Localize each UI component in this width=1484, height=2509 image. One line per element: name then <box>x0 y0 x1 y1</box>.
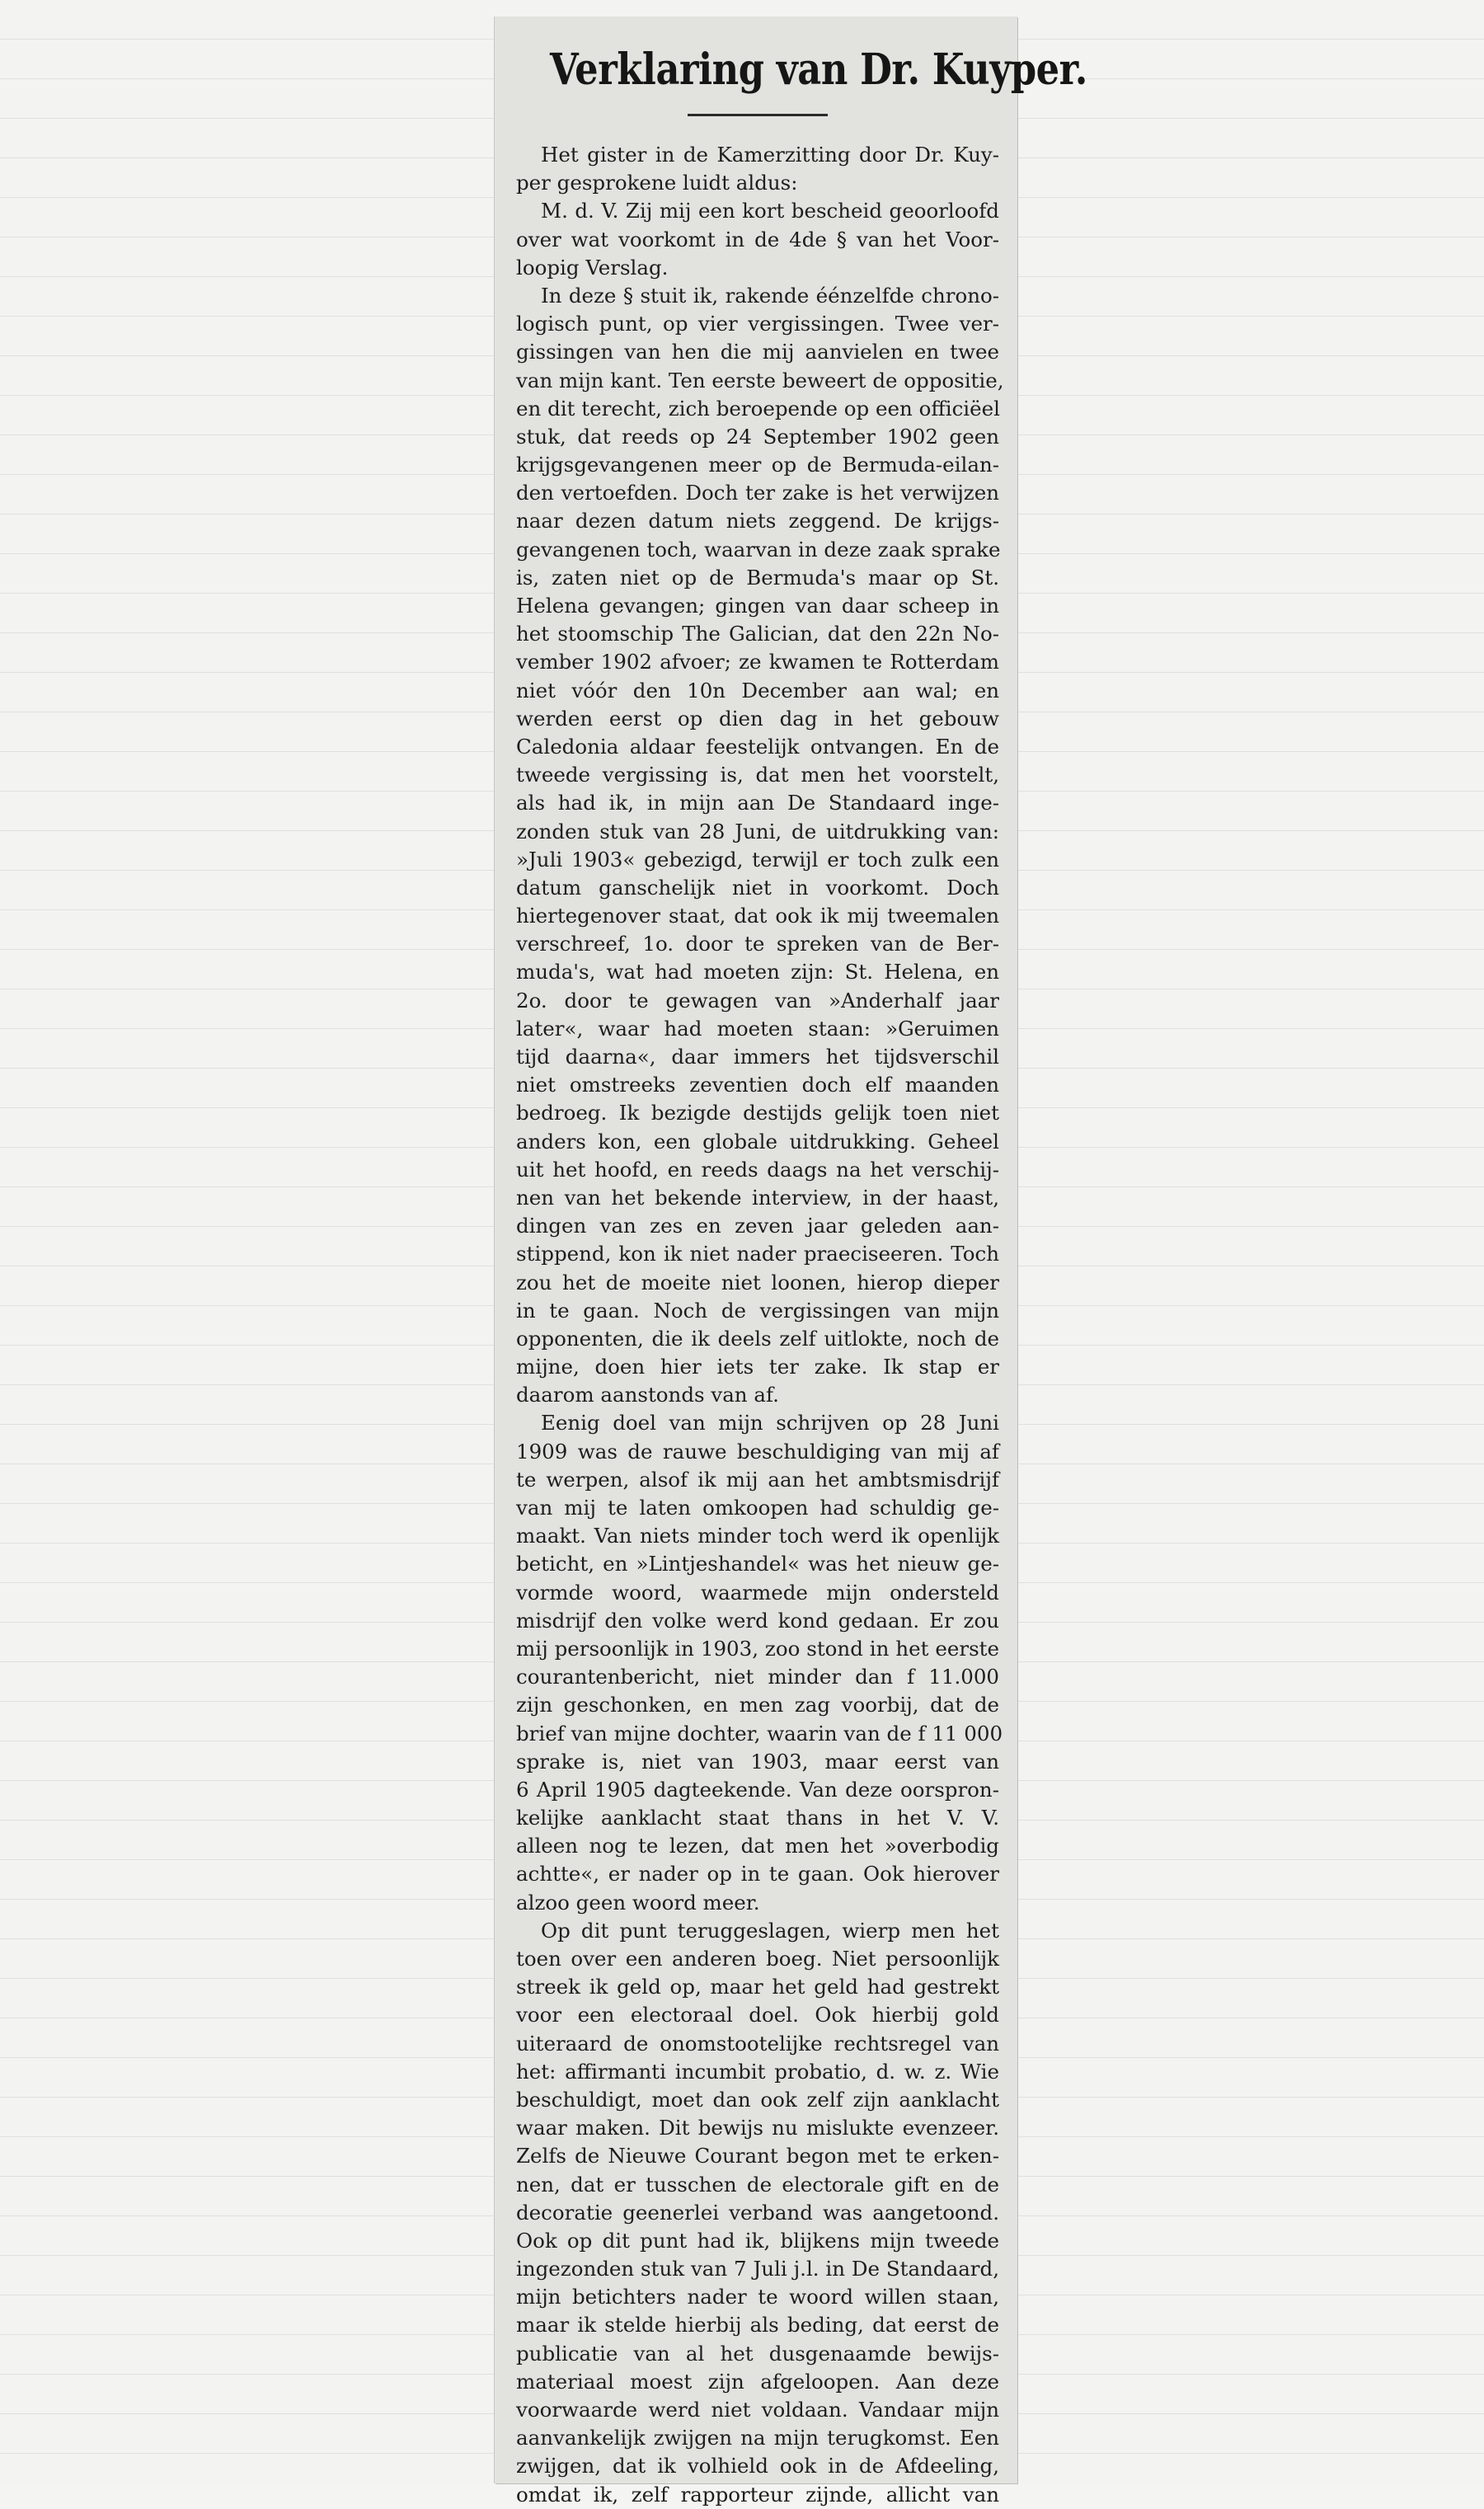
article-headline: Verklaring van Dr. Kuyper. <box>550 45 1087 95</box>
article-line: Helena gevangen; gingen van daar scheep in <box>516 594 999 618</box>
article-line: en dit terecht, zich beroepende op een officiëel <box>516 396 1000 421</box>
article-line: gissingen van hen die mij aanvielen en twee <box>516 340 999 364</box>
article-line: alleen nog te lezen, dat men het »overbodig <box>516 1834 999 1858</box>
article-line: niet vóór den 10n December aan wal; en <box>516 678 999 702</box>
article-line: voor een electoraal doel. Ook hierbij gold <box>516 2003 999 2027</box>
article-line: nen van het bekende interview, in der haast, <box>516 1185 999 1210</box>
article-line: Caledonia aldaar feestelijk ontvangen. En de <box>516 734 999 759</box>
article-line: Het gister in de Kamerzitting door Dr. Kuy- <box>541 143 999 167</box>
article-line: verschreef, 1o. door te spreken van de Ber- <box>516 932 999 956</box>
article-line: achtte«, er nader op in te gaan. Ook hierover <box>516 1862 999 1886</box>
article-line: vormde woord, waarmede mijn ondersteld <box>516 1580 999 1605</box>
article-line: courantenbericht, niet minder dan f 11.000 <box>516 1665 999 1689</box>
article-line: M. d. V. Zij mij een kort bescheid geoorloofd <box>541 199 999 223</box>
article-line: waar maken. Dit bewijs nu mislukte evenzeer. <box>516 2116 999 2140</box>
article-line: uiteraard de onomstootelijke rechtsregel van <box>516 2031 999 2056</box>
article-line: beschuldigt, moet dan ook zelf zijn aanklacht <box>516 2087 999 2112</box>
article-line: hiertegenover staat, dat ook ik mij tweemalen <box>516 904 999 928</box>
article-line: sprake is, niet van 1903, maar eerst van <box>516 1749 999 1774</box>
article-line: stuk, dat reeds op 24 September 1902 geen <box>516 424 999 449</box>
article-line: In deze § stuit ik, rakende éénzelfde chrono- <box>541 283 999 308</box>
article-line: stippend, kon ik niet nader praeciseeren. Toch <box>516 1242 999 1266</box>
article-line: logisch punt, op vier vergissingen. Twee ver- <box>516 312 999 336</box>
article-line: later«, waar had moeten staan: »Geruimen <box>516 1016 999 1041</box>
article-line: als had ik, in mijn aan De Standaard inge- <box>516 791 999 815</box>
article-line: Zelfs de Nieuwe Courant begon met te erken- <box>516 2144 999 2168</box>
article-line: per gesprokene luidt aldus: <box>516 171 798 195</box>
article-line: krijgsgevangenen meer op de Bermuda-eilan- <box>516 453 999 477</box>
article-line: brief van mijne dochter, waarin van de f 11 000 <box>516 1721 1003 1745</box>
article-line: van mij te laten omkoopen had schuldig ge- <box>516 1496 999 1520</box>
article-line: loopig Verslag. <box>516 255 669 280</box>
article-line: ingezonden stuk van 7 Juli j.l. in De Standaard, <box>516 2257 999 2281</box>
article-line: zwijgen, dat ik volhield ook in de Afdeeling, <box>516 2454 999 2478</box>
headline-rule <box>688 114 828 116</box>
article-line: niet omstreeks zeventien doch elf maanden <box>516 1073 999 1097</box>
article-line: Ook op dit punt had ik, blijkens mijn tweede <box>516 2228 999 2253</box>
article-line: maakt. Van niets minder toch werd ik openlijk <box>516 1524 999 1548</box>
article-line: naar dezen datum niets zeggend. De krijgs- <box>516 509 999 533</box>
article-line: over wat voorkomt in de 4de § van het Voor- <box>516 227 999 251</box>
article-line: het stoomschip The Galician, dat den 22n No- <box>516 622 999 646</box>
newspaper-clipping <box>495 16 1087 2507</box>
article-line: 2o. door te gewagen van »Anderhalf jaar <box>516 988 999 1013</box>
article-line: zijn geschonken, en men zag voorbij, dat de <box>516 1693 999 1717</box>
article-line: dingen van zes en zeven jaar geleden aan- <box>516 1214 999 1238</box>
article-line: datum ganschelijk niet in voorkomt. Doch <box>516 875 999 900</box>
article-line: vember 1902 afvoer; ze kwamen te Rotterdam <box>516 650 999 674</box>
article-line: materiaal moest zijn afgeloopen. Aan deze <box>516 2369 999 2394</box>
article-line: tweede vergissing is, dat men het voorstelt, <box>516 763 999 787</box>
article-line: werden eerst op dien dag in het gebouw <box>516 706 999 731</box>
article-line: bedroeg. Ik bezigde destijds gelijk toen niet <box>516 1101 999 1125</box>
article-line: 1909 was de rauwe beschuldiging van mij af <box>516 1439 999 1464</box>
article-line: »Juli 1903« gebezigd, terwijl er toch zulk een <box>516 847 999 872</box>
article-line: maar ik stelde hierbij als beding, dat eerst de <box>516 2313 999 2338</box>
article-line: publicatie van al het dusgenaamde bewijs- <box>516 2341 999 2366</box>
article-line: tijd daarna«, daar immers het tijdsverschil <box>516 1045 999 1069</box>
article-line: voorwaarde werd niet voldaan. Vandaar mijn <box>516 2398 999 2422</box>
article-line: mijne, doen hier iets ter zake. Ik stap er <box>516 1355 999 1379</box>
article-line: mijn betichters nader te woord willen staan, <box>516 2285 999 2309</box>
article-line: Eenig doel van mijn schrijven op 28 Juni <box>541 1411 999 1435</box>
article-line: daarom aanstonds van af. <box>516 1383 779 1407</box>
article-line: den vertoefden. Doch ter zake is het verwijzen <box>516 481 999 505</box>
article-line: decoratie geenerlei verband was aangetoond. <box>516 2200 999 2225</box>
article-line: anders kon, een globale uitdrukking. Geheel <box>516 1129 999 1153</box>
article-line: zou het de moeite niet loonen, hierop dieper <box>516 1270 999 1294</box>
article-line: van mijn kant. Ten eerste beweert de oppositie, <box>516 368 1004 392</box>
article-line: aanvankelijk zwijgen na mijn terugkomst. Een <box>516 2426 999 2450</box>
article-line: toen over een anderen boeg. Niet persoonlijk <box>516 1947 999 1971</box>
article-line: alzoo geen woord meer. <box>516 1890 760 1915</box>
article-line: is, zaten niet op de Bermuda's maar op St. <box>516 565 999 590</box>
article-line: mij persoonlijk in 1903, zoo stond in het eerste <box>516 1636 999 1661</box>
article-line: nen, dat er tusschen de electorale gift en de <box>516 2172 999 2197</box>
article-body <box>516 141 1004 2509</box>
article-line: gevangenen toch, waarvan in deze zaak sprake <box>516 537 1001 561</box>
article-line: 6 April 1905 dagteekende. Van deze oorspron- <box>516 1777 999 1802</box>
article-line: opponenten, die ik deels zelf uitlokte, noch de <box>516 1326 999 1351</box>
article-line: streek ik geld op, maar het geld had gestrekt <box>516 1975 999 1999</box>
article-line: kelijke aanklacht staat thans in het V. V. <box>516 1806 999 1830</box>
article-line: muda's, wat had moeten zijn: St. Helena, en <box>516 960 999 984</box>
article-line: in te gaan. Noch de vergissingen van mijn <box>516 1298 999 1323</box>
article-line: te werpen, alsof ik mij aan het ambtsmisdrijf <box>516 1467 999 1492</box>
article-line: beticht, en »Lintjeshandel« was het nieuw ge- <box>516 1552 999 1576</box>
article-line: Op dit punt teruggeslagen, wierp men het <box>541 1918 999 1943</box>
article-line: het: affirmanti incumbit probatio, d. w. z. Wie <box>516 2059 999 2084</box>
article-line: omdat ik, zelf rapporteur zijnde, allicht van <box>516 2482 999 2507</box>
article-line: zonden stuk van 28 Juni, de uitdrukking van: <box>516 819 999 843</box>
article-line: misdrijf den volke werd kond gedaan. Er zou <box>516 1608 999 1633</box>
article-line: uit het hoofd, en reeds daags na het verschij- <box>516 1157 999 1182</box>
